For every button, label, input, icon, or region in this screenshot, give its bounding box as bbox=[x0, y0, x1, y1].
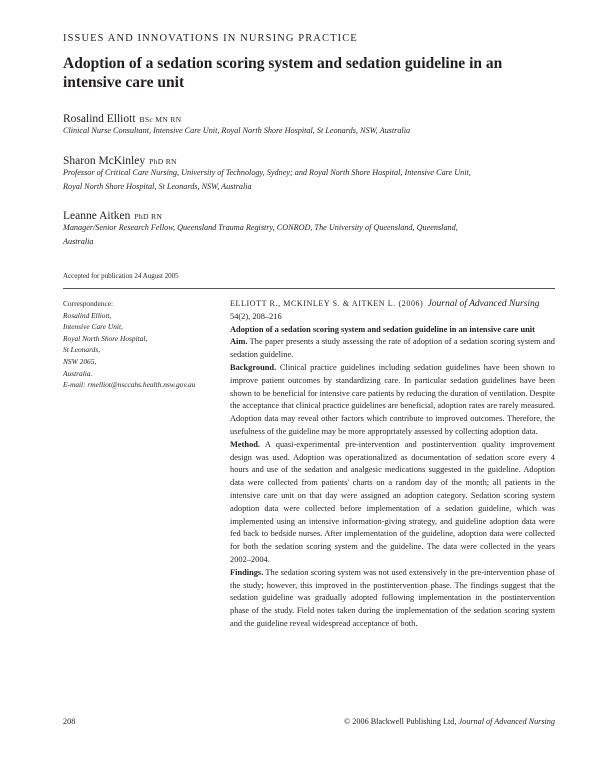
section-text: Clinical practice guidelines including sedation guidelines have been shown to improve patient outcomes by standardizing care. In particular sedation guidelines have been shown to be beneficial for intensive care patients by reducing the duration of ventilation. Despite the acceptance that clinical practice guidelines are beneficial, adoption rates are rarely measured. Adoption data may reveal other factors which contribute to improved outcomes. Therefore, the usefulness of the guideline may be more appropriately assessed by collecting adoption data. bbox=[230, 362, 555, 436]
affiliation-line: Clinical Nurse Consultant, Intensive Care Unit, Royal North Shore Hospital, St Leonards, NSW, Australia bbox=[63, 126, 411, 135]
abstract-section bbox=[230, 336, 555, 362]
correspondence-line: St Leonards, bbox=[63, 345, 101, 355]
page-number: 208 bbox=[63, 717, 76, 726]
abstract-section bbox=[230, 567, 555, 631]
abstract-title: Adoption of a sedation scoring system and sedation guideline in an intensive care unit bbox=[230, 324, 535, 334]
correspondence bbox=[63, 298, 195, 391]
copyright-text: © 2006 Blackwell Publishing Ltd, bbox=[344, 717, 457, 726]
author-name: Sharon McKinley bbox=[63, 155, 146, 167]
author-qualifications: PhD RN bbox=[149, 157, 177, 166]
section-heading: Findings. bbox=[230, 567, 264, 577]
section-text: The paper presents a study assessing the rate of adoption of a sedation scoring system and sedation guideline. bbox=[230, 337, 555, 360]
affiliation-line: Manager/Senior Research Fellow, Queensland Trauma Registry, CONROD, The University of Queensland, Queensland, bbox=[63, 223, 458, 232]
section-heading: Method. bbox=[230, 439, 261, 449]
citation-volume: 54(2), 208–216 bbox=[230, 311, 282, 321]
section-text: The sedation scoring system was not used extensively in the pre-intervention phase of the study; however, this improved in the postintervention phase. The findings suggest that the sedation guideline was gradually adopted following implementation in the postintervention phase of the study. Field notes taken during the implementation of the sedation scoring system and the guideline reveal widespread acceptance of both. bbox=[230, 567, 555, 628]
correspondence-line: Rosalind Elliott, bbox=[63, 310, 112, 320]
correspondence-line: Australia. bbox=[63, 368, 93, 378]
author-affiliation bbox=[63, 124, 543, 138]
author-affiliation bbox=[63, 221, 543, 248]
section-label: ISSUES AND INNOVATIONS IN NURSING PRACTICE bbox=[63, 33, 358, 44]
author-name: Leanne Aitken bbox=[63, 210, 131, 222]
correspondence-line: Royal North Shore Hospital, bbox=[63, 333, 148, 343]
author-name: Rosalind Elliott bbox=[63, 113, 136, 125]
abstract-section bbox=[230, 362, 555, 439]
author-affiliation bbox=[63, 166, 543, 193]
affiliation-line: Professor of Critical Care Nursing, University of Technology, Sydney; and Royal North Shore Hospital, Intensive Care Unit, bbox=[63, 168, 471, 177]
copyright-line bbox=[344, 717, 555, 726]
article-title: Adoption of a sedation scoring system and sedation guideline in an intensive care unit bbox=[63, 55, 503, 91]
section-heading: Background. bbox=[230, 362, 277, 372]
abstract bbox=[230, 298, 555, 631]
section-text: A quasi-experimental pre-intervention and postintervention quality improvement design was used. Adoption was operationalized as documentation of sedation score every 4 hours and use of the sedation and analgesic medications suggested in the guideline. Adoption data were collected from patients' charts on a random day of the month; all patients in the intensive care unit on that day were assigned an adoption category. Sedation scoring system adoption data were collected before implementation of a sedation guideline, which was implemented using an intensive information-giving strategy, and guideline adoption data were fed back to bedside nurses. After implementation of the guideline, adoption data were collected for both the sedation scoring system and the guideline. The data were collected in the years 2002–2004. bbox=[230, 439, 556, 564]
affiliation-line: Royal North Shore Hospital, St Leonards, NSW, Australia bbox=[63, 181, 252, 191]
section-heading: Aim. bbox=[230, 337, 248, 347]
citation bbox=[230, 298, 555, 324]
correspondence-line: Intensive Care Unit, bbox=[63, 322, 123, 332]
author-qualifications: PhD RN bbox=[134, 212, 163, 221]
correspondence-line: NSW 2065, bbox=[63, 356, 97, 366]
citation-journal: Journal of Advanced Nursing bbox=[427, 299, 540, 309]
abstract-section bbox=[230, 439, 555, 567]
author-qualifications: BSc MN RN bbox=[139, 115, 182, 124]
footer-journal: Journal of Advanced Nursing bbox=[458, 717, 555, 726]
accepted-date: Accepted for publication 24 August 2005 bbox=[63, 272, 179, 280]
affiliation-line: Australia bbox=[63, 236, 94, 246]
divider bbox=[63, 288, 555, 289]
citation-authors: ELLIOTT R., MCKINLEY S. & AITKEN L. (2006) bbox=[230, 299, 424, 308]
correspondence-label: Correspondence: bbox=[63, 299, 114, 308]
correspondence-email[interactable]: E-mail: rmelliot@nsccahs.health.nsw.gov.au bbox=[63, 380, 196, 390]
